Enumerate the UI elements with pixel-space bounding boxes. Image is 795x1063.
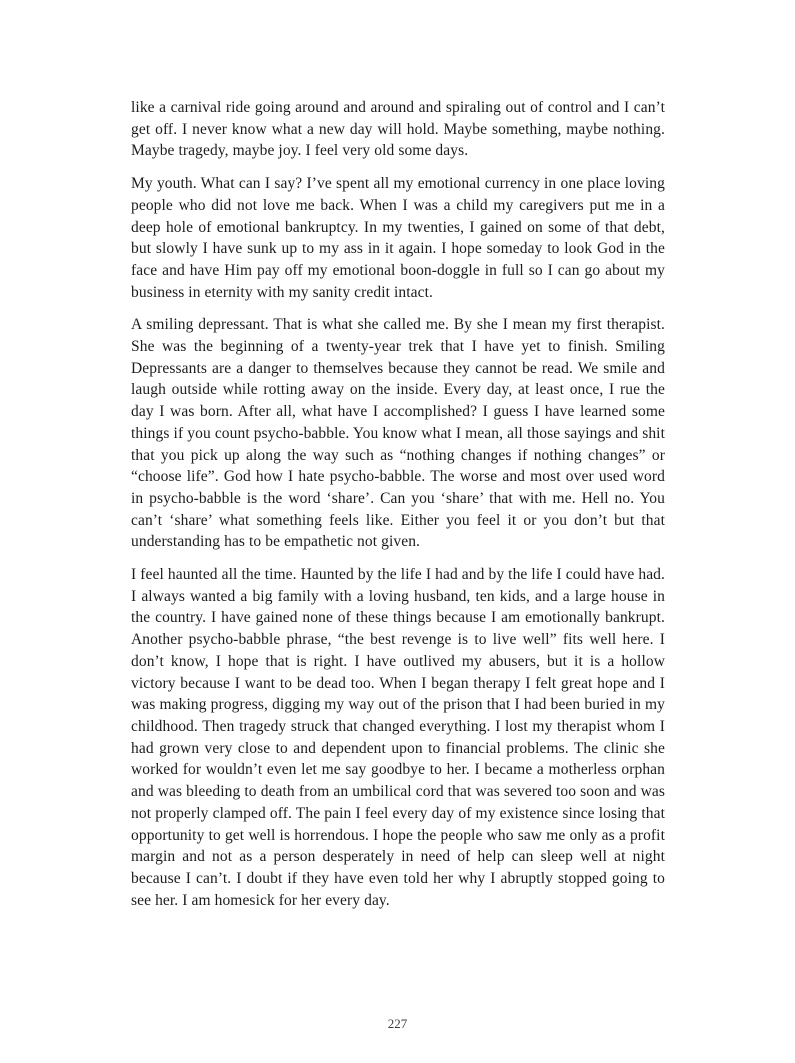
paragraph-1: like a carnival ride going around and around and spiraling out of control and I can’t get off. I never know what a new day will hold. Maybe something, maybe nothing. Maybe tragedy, maybe joy. I feel very old some days.: [131, 99, 665, 160]
paragraph-2: My youth. What can I say? I’ve spent all my emotional currency in one place loving people who did not love me back. When I was a child my caregivers put me in a deep hole of emotional bankruptcy. In my twenties, I gained on some of that debt, but slowly I have sunk up to my ass in it again. I hope someday to look God in the face and have Him pay off my emotional boon-doggle in full so I can go about my business in eternity with my sanity credit intact.: [131, 175, 665, 301]
page-number: 227: [387, 1016, 408, 1031]
paragraph-4: I feel haunted all the time. Haunted by the life I had and by the life I could have had. I always wanted a big family with a loving husband, ten kids, and a large house in the country. I have gained none of these things because I am emotionally bankrupt. Another psycho-babble phrase, “the best revenge is to live well” fits well here. I don’t know, I hope that is right. I have outlived my abusers, but it is a hollow victory because I want to be dead too. When I began therapy I felt great hope and I was making progress, digging my way out of the prison that I had been buried in my childhood. Then tragedy struck that changed everything. I lost my therapist whom I had grown very close to and dependent upon to financial problems. The clinic she worked for wouldn’t even let me say goodbye to her. I became a motherless orphan and was bleeding to death from an umbilical cord that was severed too soon and was not properly clamped off. The pain I feel every day of my existence since losing that opportunity to get well is horrendous. I hope the people who saw me only as a profit margin and not as a person desperately in need of help can sleep well at night because I can’t. I doubt if they have even told her why I abruptly stopped going to see her. I am homesick for her every day.: [131, 566, 665, 909]
page-content: [131, 97, 665, 922]
paragraph-3: A smiling depressant. That is what she called me. By she I mean my first therapist. She was the beginning of a twenty-year trek that I have yet to finish. Smiling Depressants are a danger to themselves because they cannot be read. We smile and laugh outside while rotting away on the inside. Every day, at least once, I rue the day I was born. After all, what have I accomplished? I guess I have learned some things if you count psycho-babble. You know what I mean, all those sayings and shit that you pick up along the way such as “nothing changes if nothing changes” or “choose life”. God how I hate psycho-babble. The worse and most over used word in psycho-babble is the word ‘share’. Can you ‘share’ that with me. Hell no. You can’t ‘share’ what something feels like. Either you feel it or you don’t but that understanding has to be empathetic not given.: [131, 316, 665, 551]
